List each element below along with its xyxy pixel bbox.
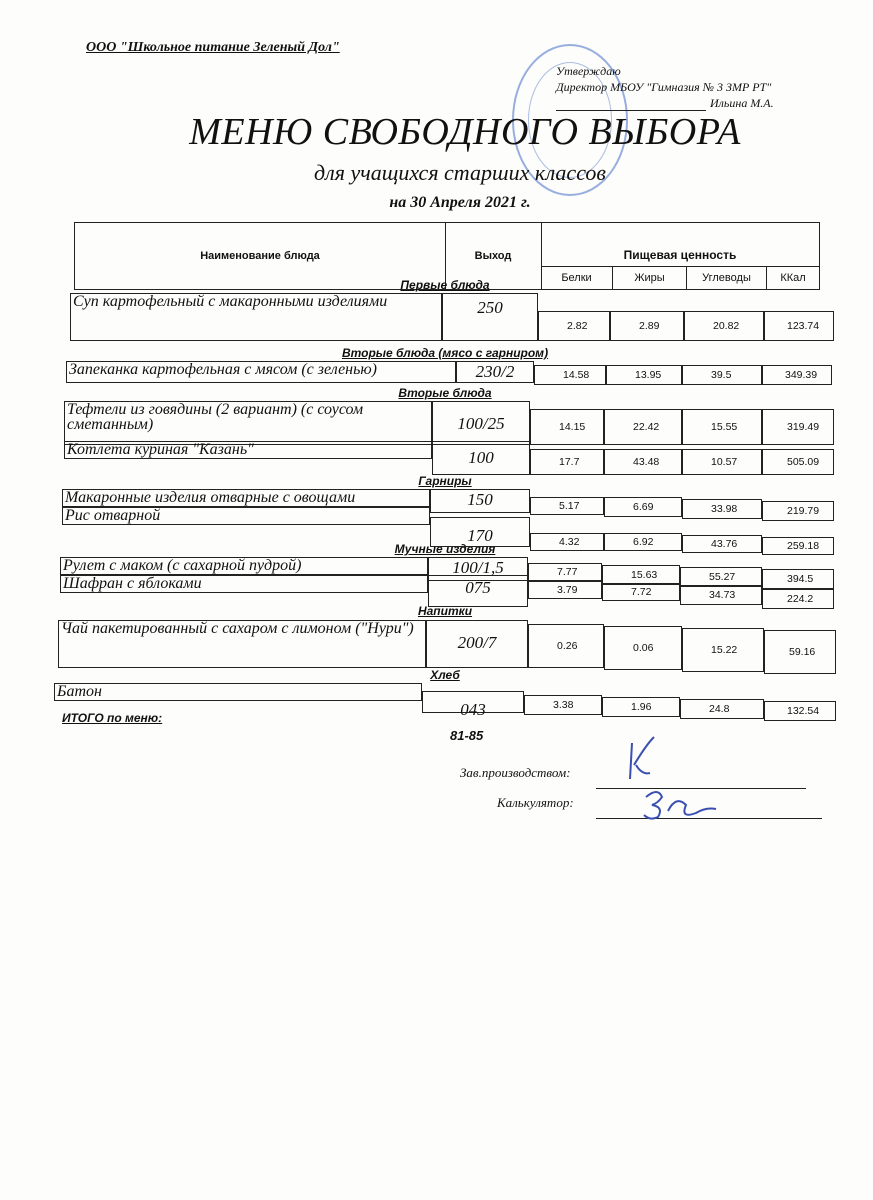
approval-line-1: Утверждаю: [556, 64, 621, 78]
section-main-courses: Вторые блюда: [398, 386, 492, 400]
dish-name: Суп картофельный с макаронными изделиями: [70, 293, 442, 341]
section-pastry: Мучные изделия: [394, 542, 496, 556]
dish-output: 100/1,5: [428, 557, 528, 581]
header-kcal: ККал: [780, 272, 806, 284]
dish-fat: 6.69: [604, 497, 682, 517]
approval-name: Ильина М.А.: [710, 96, 774, 110]
header-output: Выход: [445, 223, 542, 289]
header-fat: Жиры: [613, 267, 687, 289]
organization-name: ООО "Школьное питание Зеленый Дол": [86, 40, 340, 55]
section-bread: Хлеб: [430, 668, 460, 682]
page-title: МЕНЮ СВОБОДНОГО ВЫБОРА: [189, 111, 741, 153]
header-dish-name: Наименование блюда: [75, 223, 446, 289]
dish-fat: 22.42: [604, 409, 682, 445]
dish-carbs: 43.76: [682, 535, 762, 553]
dish-output: 100/25: [432, 401, 530, 445]
dish-name: Батон: [54, 683, 422, 701]
dish-carbs: 24.8: [680, 699, 764, 719]
dish-protein: 3.38: [524, 695, 602, 715]
header-carbs: Углеводы: [687, 267, 767, 289]
dish-protein: 2.82: [538, 311, 610, 341]
dish-fat: 0.06: [604, 626, 682, 670]
dish-protein: 0.26: [528, 624, 604, 668]
dish-fat: 6.92: [604, 533, 682, 551]
dish-carbs: 20.82: [684, 311, 764, 341]
production-manager-label: Зав.производством:: [460, 765, 571, 780]
dish-kcal: 319.49: [762, 409, 834, 445]
approval-block: [556, 63, 774, 111]
dish-output: 150: [430, 489, 530, 513]
header-protein: Белки: [541, 267, 613, 289]
dish-kcal: 349.39: [762, 365, 832, 385]
dish-output: 200/7: [426, 620, 528, 668]
dish-name: Чай пакетированный с сахаром с лимоном ("Нури"): [58, 620, 426, 668]
header-nutrition: Пищевая ценность: [541, 223, 819, 267]
total-label: ИТОГО по меню:: [62, 711, 163, 725]
dish-carbs: 15.55: [682, 409, 762, 445]
dish-output: 170: [430, 517, 530, 547]
dish-protein: 5.17: [530, 497, 604, 515]
dish-name: Котлета куриная "Казань": [64, 441, 432, 459]
dish-kcal: 132.54: [764, 701, 836, 721]
total-value: 81-85: [450, 728, 484, 743]
dish-name: Рис отварной: [62, 507, 430, 525]
dish-kcal: 224.2: [762, 589, 834, 609]
section-drinks: Напитки: [417, 604, 473, 618]
dish-protein: 4.32: [530, 533, 604, 551]
dish-name: Тефтели из говядины (2 вариант) (с соусом сметанным): [64, 401, 432, 445]
dish-fat: 2.89: [610, 311, 684, 341]
section-first-courses: Первые блюда: [400, 278, 490, 292]
section-main-with-side: Вторые блюда (мясо с гарниром): [341, 346, 549, 360]
dish-output: 075: [428, 575, 528, 607]
dish-kcal: 505.09: [762, 449, 834, 475]
page-subtitle: для учащихся старших классов: [314, 160, 606, 185]
dish-name: Запеканка картофельная с мясом (с зеленью): [66, 361, 456, 383]
dish-carbs: 39.5: [682, 365, 762, 385]
approval-signature-row: [556, 95, 774, 111]
calculator-label: Калькулятор:: [497, 795, 574, 810]
dish-protein: 3.79: [528, 581, 602, 599]
dish-kcal: 394.5: [762, 569, 834, 589]
dish-kcal: 259.18: [762, 537, 834, 555]
menu-date: на 30 Апреля 2021 г.: [389, 194, 531, 211]
calculator-signature: [640, 785, 720, 825]
dish-protein: 17.7: [530, 449, 604, 475]
dish-carbs: 33.98: [682, 499, 762, 519]
production-manager-signature: [616, 735, 666, 785]
dish-fat: 7.72: [602, 583, 680, 601]
section-sides: Гарниры: [418, 474, 472, 488]
dish-name: Рулет с маком (с сахарной пудрой): [60, 557, 428, 575]
dish-fat: 15.63: [602, 565, 680, 585]
dish-protein: 14.15: [530, 409, 604, 445]
dish-kcal: 219.79: [762, 501, 834, 521]
dish-name: Макаронные изделия отварные с овощами: [62, 489, 430, 507]
approval-line-2: Директор МБОУ "Гимназия № 3 ЗМР РТ": [556, 80, 772, 94]
dish-name: Шафран с яблоками: [60, 575, 428, 593]
dish-carbs: 10.57: [682, 449, 762, 475]
dish-protein: 7.77: [528, 563, 602, 581]
dish-output: 250: [442, 293, 538, 341]
dish-protein: 14.58: [534, 365, 606, 385]
dish-kcal: 123.74: [764, 311, 834, 341]
dish-fat: 13.95: [606, 365, 682, 385]
dish-fat: 1.96: [602, 697, 680, 717]
dish-carbs: 34.73: [680, 585, 762, 605]
dish-output: 230/2: [456, 361, 534, 383]
dish-fat: 43.48: [604, 449, 682, 475]
dish-carbs: 15.22: [682, 628, 764, 672]
dish-kcal: 59.16: [764, 630, 836, 674]
dish-output: 043: [422, 691, 524, 713]
dish-carbs: 55.27: [680, 567, 762, 587]
dish-output: 100: [432, 441, 530, 475]
